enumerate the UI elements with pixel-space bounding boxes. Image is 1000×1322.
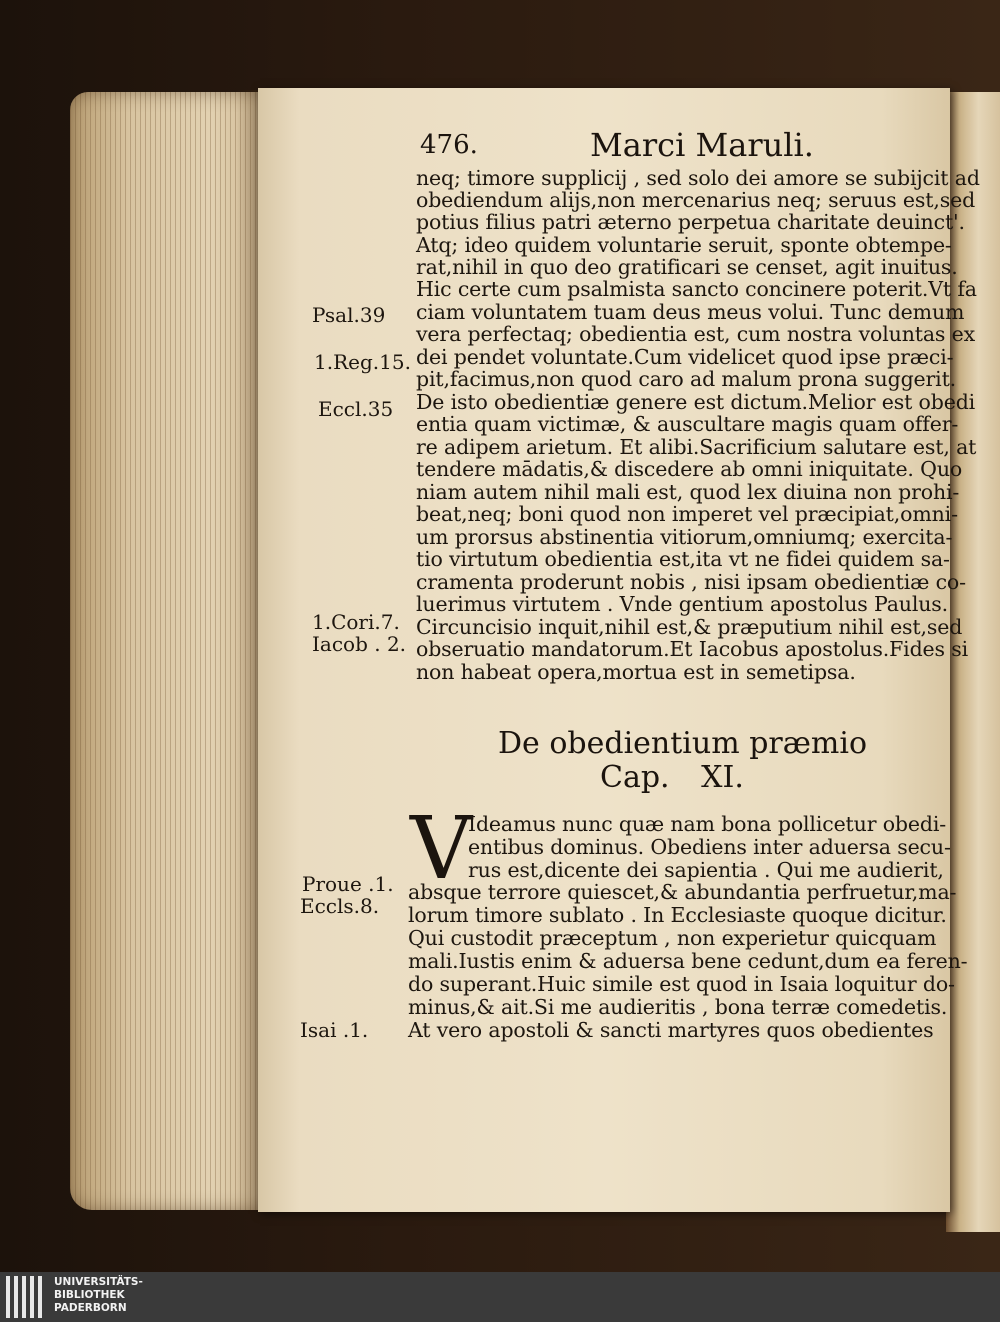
library-logo-icon [6, 1276, 46, 1318]
body-line: obediendum alijs,non mercenarius neq; seruus est,sed [416, 188, 976, 212]
body-line: entibus dominus. Obediens inter aduersa secu- [468, 835, 951, 859]
body-line: rus est,dicente dei sapientia . Qui me audierit, [468, 858, 944, 882]
body-line: vera perfectaq; obedientia est, cum nostra voluntas ex [416, 322, 976, 346]
margin-reference: 1.Reg.15. [314, 350, 411, 374]
drop-cap-initial: V [410, 799, 473, 899]
body-line: potius filius patri æterno perpetua charitate deuinct'. [416, 210, 965, 234]
body-line: Ideamus nunc quæ nam bona pollicetur obedi- [468, 812, 947, 836]
margin-reference: Eccl.35 [318, 397, 394, 421]
margin-reference: Psal.39 [312, 303, 386, 327]
body-line: non habeat opera,mortua est in semetipsa. [416, 660, 856, 684]
running-head [420, 122, 890, 166]
margin-reference: Isai .1. [300, 1018, 369, 1042]
body-line: cramenta proderunt nobis , nisi ipsam obedientiæ co- [416, 570, 966, 594]
running-title: Marci Maruli. [590, 126, 814, 164]
body-line: tendere mādatis,& discedere ab omni iniquitate. Quo [416, 457, 963, 481]
body-line: tio virtutum obedientia est,ita vt ne fidei quidem sa- [416, 547, 950, 571]
chapter-heading: De obedientium præmio [498, 726, 868, 761]
body-line: minus,& ait.Si me audieritis , bona terræ comedetis. [408, 995, 948, 1019]
library-name [54, 1276, 143, 1315]
body-line: neq; timore supplicij , sed solo dei amore se subijcit ad [416, 166, 980, 190]
body-line: obseruatio mandatorum.Et Iacobus apostolus.Fides si [416, 637, 969, 661]
chapter-number: Cap. XI. [600, 760, 744, 795]
body-line: um prorsus abstinentia vitiorum,omniumq; exercita- [416, 525, 953, 549]
body-line: De isto obedientiæ genere est dictum.Melior est obedi [416, 390, 976, 414]
body-line: ciam voluntatem tuam deus meus volui. Tunc demum [416, 300, 965, 324]
page-number: 476. [420, 130, 478, 160]
body-line: Hic certe cum psalmista sancto concinere poterit.Vt fa [416, 277, 977, 301]
library-name-line: BIBLIOTHEK [54, 1289, 125, 1301]
body-line: re adipem arietum. Et alibi.Sacrificium salutare est, at [416, 435, 977, 459]
body-line: niam autem nihil mali est, quod lex diuina non prohi- [416, 480, 960, 504]
library-name-line: PADERBORN [54, 1302, 127, 1314]
body-line: luerimus virtutem . Vnde gentium apostolus Paulus. [416, 592, 949, 616]
margin-reference: Proue .1. [302, 872, 394, 896]
body-line: do superant.Huic simile est quod in Isaia loquitur do- [408, 972, 955, 996]
margin-reference: Eccls.8. [300, 894, 380, 918]
body-line: rat,nihil in quo deo gratificari se censet, agit inuitus. [416, 255, 958, 279]
body-line: entia quam victimæ, & auscultare magis quam offer- [416, 412, 959, 436]
body-line: At vero apostoli & sancti martyres quos obedientes [408, 1018, 934, 1042]
library-name-line: UNIVERSITÄTS- [54, 1276, 143, 1288]
body-line: absque terrore quiescet,& abundantia perfruetur,ma- [408, 880, 957, 904]
library-footer [0, 1272, 1000, 1322]
body-line: mali.Iustis enim & aduersa bene cedunt,dum ea feren- [408, 949, 968, 973]
margin-reference: 1.Cori.7. [312, 610, 400, 634]
body-line: dei pendet voluntate.Cum videlicet quod ipse præci- [416, 345, 954, 369]
body-line: pit,facimus,non quod caro ad malum prona suggerit. [416, 367, 957, 391]
body-line: Atq; ideo quidem voluntarie seruit, sponte obtempe- [416, 233, 952, 257]
body-line: Circuncisio inquit,nihil est,& præputium nihil est,sed [416, 615, 963, 639]
margin-reference: Iacob . 2. [312, 632, 407, 656]
body-line: lorum timore sublato . In Ecclesiaste quoque dicitur. [408, 903, 947, 927]
body-line: Qui custodit præceptum , non experietur quicquam [408, 926, 937, 950]
body-line: beat,neq; boni quod non imperet vel præcipiat,omni- [416, 502, 958, 526]
